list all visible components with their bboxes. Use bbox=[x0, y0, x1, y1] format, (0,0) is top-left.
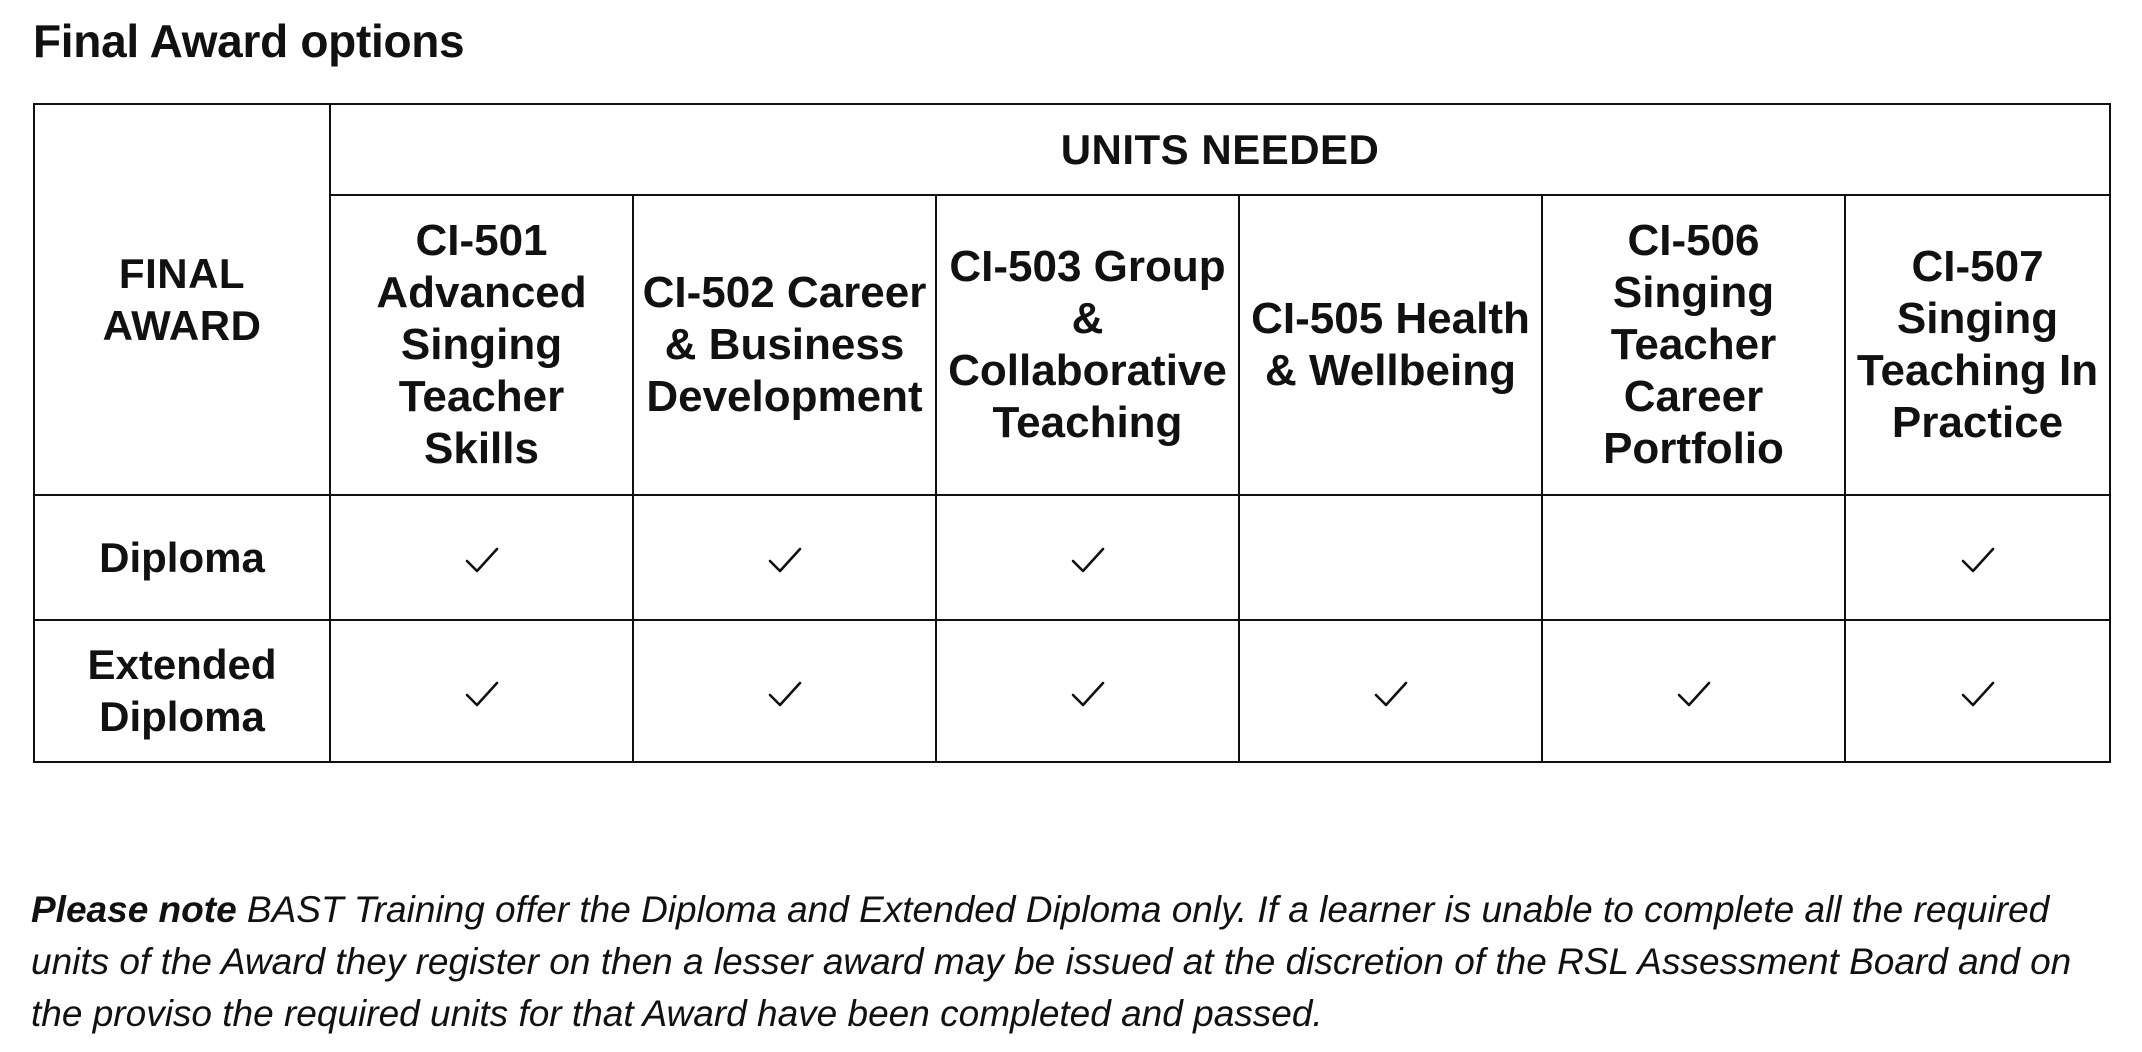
checkmark-icon bbox=[1960, 676, 1996, 712]
unit-cell bbox=[633, 620, 936, 762]
unit-cell bbox=[633, 495, 936, 620]
checkmark-icon bbox=[1070, 676, 1106, 712]
unit-cell bbox=[936, 495, 1239, 620]
checkmark-icon bbox=[1373, 676, 1409, 712]
note-text: BAST Training offer the Diploma and Extended Diploma only. If a learner is unable to complete all the required units of the Award they register on then a lesser award may be issued at the discretion of the RSL Assessment Board and on the proviso the required units for that Award have been completed and passed. bbox=[31, 889, 2072, 1034]
checkmark-icon bbox=[767, 542, 803, 578]
unit-header-ci-507: CI-507 Singing Teaching In Practice bbox=[1845, 195, 2110, 495]
unit-header-ci-501: CI-501 Advanced Singing Teacher Skills bbox=[330, 195, 633, 495]
unit-cell bbox=[330, 620, 633, 762]
header-row-units bbox=[34, 195, 2110, 495]
page-title: Final Award options bbox=[33, 15, 465, 67]
unit-cell bbox=[1239, 620, 1542, 762]
unit-cell bbox=[1542, 620, 1845, 762]
checkmark-icon bbox=[1676, 676, 1712, 712]
unit-cell bbox=[1845, 495, 2110, 620]
unit-header-ci-502: CI-502 Career & Business Development bbox=[633, 195, 936, 495]
unit-cell bbox=[1542, 495, 1845, 620]
checkmark-icon bbox=[464, 542, 500, 578]
header-row-top bbox=[34, 104, 2110, 195]
checkmark-icon bbox=[767, 676, 803, 712]
unit-cell bbox=[1845, 620, 2110, 762]
checkmark-icon bbox=[1070, 542, 1106, 578]
units-needed-header: UNITS NEEDED bbox=[330, 104, 2110, 195]
unit-cell bbox=[1239, 495, 1542, 620]
table-row bbox=[34, 495, 2110, 620]
unit-header-ci-506: CI-506 Singing Teacher Career Portfolio bbox=[1542, 195, 1845, 495]
final-award-header: FINAL AWARD bbox=[34, 104, 330, 495]
table-row bbox=[34, 620, 2110, 762]
note-paragraph bbox=[31, 884, 2111, 1040]
row-label-extended-diploma: Extended Diploma bbox=[34, 620, 330, 762]
unit-header-ci-505: CI-505 Health & Wellbeing bbox=[1239, 195, 1542, 495]
row-label-diploma: Diploma bbox=[34, 495, 330, 620]
checkmark-icon bbox=[1960, 542, 1996, 578]
note-lead: Please note bbox=[31, 889, 237, 930]
unit-cell bbox=[330, 495, 633, 620]
unit-cell bbox=[936, 620, 1239, 762]
unit-header-ci-503: CI-503 Group & Collaborative Teaching bbox=[936, 195, 1239, 495]
checkmark-icon bbox=[464, 676, 500, 712]
final-award-table bbox=[33, 103, 2111, 763]
